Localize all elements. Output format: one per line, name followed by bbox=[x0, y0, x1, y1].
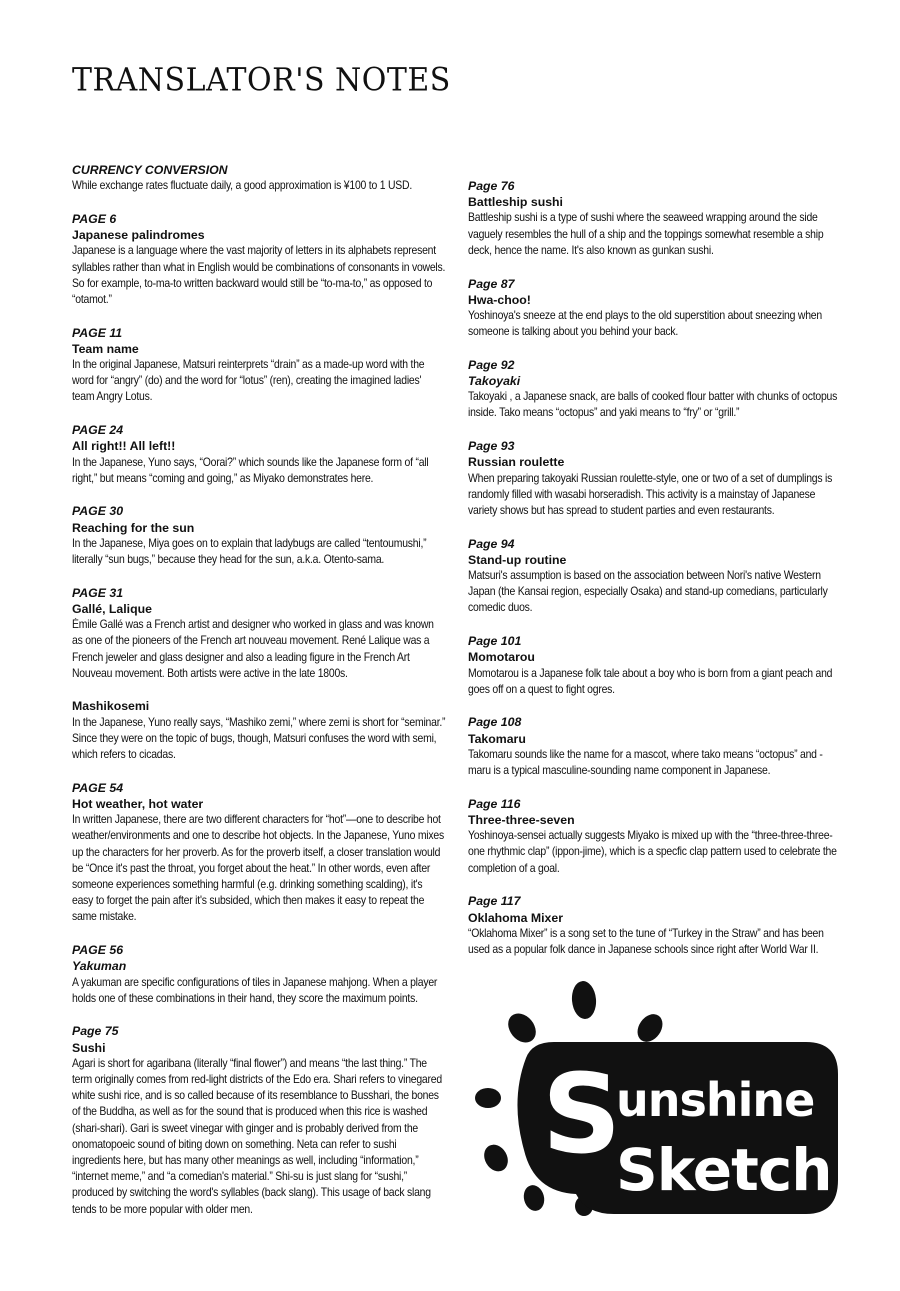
note-body: A yakuman are specific configurations of tiles in Japanese mahjong. When a player holds one of these combinations in their hand, they score the maximum points. bbox=[72, 975, 438, 1005]
note-heading: Hot weather, hot water bbox=[72, 797, 204, 811]
logo-line1: unshine bbox=[616, 1073, 815, 1127]
note-body: In written Japanese, there are two different characters for “hot”—one to describe hot weather/environments and one to describe hot objects. In the Japanese, Yuno mixes up the characters for her proverb. As for the proverb itself, a closer translation would be “Once it's past the throat, you forget about the heat.” In other words, even after someone experiences something harmful (e.g. drinking something scalding), it's easy to forget the pain after it's subsided, which then makes it easy to repeat the same mistake. bbox=[72, 813, 444, 924]
left-note bbox=[72, 942, 446, 1007]
note-heading: Mashikosemi bbox=[72, 699, 150, 714]
note-heading: Takoyaki bbox=[468, 374, 521, 389]
note-body: Takomaru sounds like the name for a mascot, where tako means “octopus” and -maru is a typical masculine-sounding name component in Japanese. bbox=[468, 747, 823, 778]
logo-line2: Sketch bbox=[616, 1136, 832, 1204]
page-reference: Page 94 bbox=[468, 536, 515, 551]
right-note bbox=[468, 178, 840, 259]
note-heading: Team name bbox=[72, 341, 139, 356]
page-reference: Page 87 bbox=[468, 276, 515, 291]
right-note bbox=[468, 714, 840, 779]
note-body: Yoshinoya's sneeze at the end plays to the old superstition about sneezing when someone is talking about you behind your back. bbox=[468, 308, 822, 339]
note-body: Yoshinoya-sensei actually suggests Miyako is mixed up with the “three-three-three-one rhythmic clap” (ippon-jime), which is a specfic clap pattern used to celebrate the completion of a goal. bbox=[468, 829, 837, 875]
sunshine-sketch-logo bbox=[466, 980, 846, 1216]
page-reference: PAGE 54 bbox=[72, 780, 124, 795]
page-reference: Page 116 bbox=[468, 796, 521, 811]
note-heading: Momotarou bbox=[468, 650, 535, 665]
note-body: Émile Gallé was a French artist and designer who worked in glass and was known as one of the pioneers of the French art nouveau movement. René Lalique was a French jeweler and glass designer and also a leading figure in the French Art Nouveau movement. Both artists were active in the late 1800s. bbox=[72, 618, 434, 680]
page-reference: PAGE 31 bbox=[72, 585, 124, 600]
page-reference: PAGE 6 bbox=[72, 211, 117, 226]
note-heading: Yakuman bbox=[72, 959, 127, 974]
note-body: In the Japanese, Yuno really says, “Mashiko zemi,” where zemi is short for “seminar.” Since they were on the topic of bugs, though, Matsuri confuses the word with semi, which refers to cicadas. bbox=[72, 715, 446, 762]
note-heading: All right!! All left!! bbox=[72, 439, 176, 454]
note-body: Matsuri's assumption is based on the association between Nori's native Western Japan (the Kansai region, especially Osaka) and stand-up comedians, particularly comedic duos. bbox=[468, 569, 828, 615]
page-reference: Page 76 bbox=[468, 179, 515, 193]
right-note bbox=[468, 536, 840, 617]
right-note bbox=[468, 893, 840, 958]
note-body: Momotarou is a Japanese folk tale about a boy who is born from a giant peach and goes off on a quest to fight ogres. bbox=[468, 666, 833, 696]
note-body: Agari is short for agaribana (literally “final flower”) and means “the last thing.” The term originally comes from red-light districts of the Edo era. Shari refers to vinegared white sushi rice, and is so called because of its resemblance to Busshari, the bones of the Buddha, as well as for the sound that is produced when this rice is washed (shari-shari). Gari is sweet vinegar with ginger and is probably derived from the onomatopoeic sound of biting down on something. Neta can refer to sushi ingredients here, but has many other meanings as well, including “information,” “internet meme,” and “a comedian's material.” Shi-su is just slang for “sushi,” produced by switching the word's syllables (back slang). This usage of back slang tends to be more popular with older men. bbox=[72, 1056, 442, 1216]
note-body: When preparing takoyaki Russian roulette-style, one or two of a set of dumplings is randomly filled with wasabi horseradish. This activity is a mainstay of Japanese variety shows but has spread to student parties and even restaurants. bbox=[468, 471, 833, 517]
page-reference: Page 92 bbox=[468, 357, 515, 372]
logo-initial: S bbox=[542, 1050, 622, 1178]
note-heading: Takomaru bbox=[468, 731, 526, 746]
note-body: While exchange rates fluctuate daily, a good approximation is ¥100 to 1 USD. bbox=[72, 179, 413, 193]
note-heading: Three-three-seven bbox=[468, 813, 575, 827]
note-body: Japanese is a language where the vast majority of letters in its alphabets represent syllables rather than what in English would be combinations of consonants in vowels. So for example, to-ma-to written backward would still be “to-ma-to,” as opposed to “otamot.” bbox=[72, 244, 446, 306]
right-note bbox=[468, 438, 840, 519]
left-note bbox=[72, 503, 446, 568]
note-heading: Japanese palindromes bbox=[72, 228, 205, 243]
page-reference: PAGE 56 bbox=[72, 943, 124, 958]
notes-column-right bbox=[468, 178, 840, 975]
page-reference: CURRENCY CONVERSION bbox=[72, 163, 228, 177]
page-title: TRANSLATOR'S NOTES bbox=[72, 62, 451, 99]
right-note bbox=[468, 633, 840, 698]
page-reference: PAGE 11 bbox=[72, 325, 123, 340]
left-note bbox=[72, 325, 446, 406]
left-note bbox=[72, 1023, 446, 1217]
note-heading: Hwa-choo! bbox=[468, 292, 531, 307]
page-reference: Page 101 bbox=[468, 634, 522, 649]
page-reference: Page 117 bbox=[468, 894, 521, 909]
left-note bbox=[72, 780, 446, 926]
left-note bbox=[72, 698, 446, 763]
page-reference: PAGE 24 bbox=[72, 423, 124, 438]
note-heading: Sushi bbox=[72, 1040, 106, 1055]
note-heading: Battleship sushi bbox=[468, 195, 563, 210]
note-heading: Gallé, Lalique bbox=[72, 601, 152, 616]
page-reference: Page 93 bbox=[468, 439, 515, 454]
note-heading: Russian roulette bbox=[468, 455, 565, 470]
page-reference: Page 108 bbox=[468, 715, 522, 730]
note-body: In the original Japanese, Matsuri reinterprets “drain” as a made-up word with the word for “angry” (do) and the word for “lotus” (ren), creating the imagined ladies' team Angry Lotus. bbox=[72, 358, 425, 404]
left-note bbox=[72, 211, 446, 308]
right-note bbox=[468, 276, 840, 341]
left-note bbox=[72, 422, 446, 487]
notes-column-left bbox=[72, 162, 446, 1234]
note-body: In the Japanese, Miya goes on to explain that ladybugs are called “tentoumushi,” literally “sun bugs,” because they head for the sun, a.k.a. Otento-sama. bbox=[72, 536, 427, 567]
note-heading: Oklahoma Mixer bbox=[468, 910, 563, 925]
note-heading: Stand-up routine bbox=[468, 552, 567, 567]
note-body: “Oklahoma Mixer” is a song set to the tune of “Turkey in the Straw” and has been used as a popular folk dance in Japanese schools since right after World War II. bbox=[468, 926, 824, 956]
right-note bbox=[468, 796, 840, 877]
left-note bbox=[72, 162, 446, 194]
note-body: In the Japanese, Yuno says, “Oorai?” which sounds like the Japanese form of “all right,” but means “coming and going,” as Miyako demonstrates here. bbox=[72, 455, 429, 485]
note-heading: Reaching for the sun bbox=[72, 520, 195, 535]
left-note bbox=[72, 585, 446, 682]
page-reference: Page 75 bbox=[72, 1024, 119, 1039]
note-body: Takoyaki , a Japanese snack, are balls of cooked flour batter with chunks of octopus inside. Tako means “octopus” and yaki means to “fry” or “grill.” bbox=[468, 390, 838, 420]
right-note bbox=[468, 357, 840, 422]
note-body: Battleship sushi is a type of sushi where the seaweed wrapping around the side vaguely resembles the hull of a ship and the toppings somewhat resemble a ship deck, hence the name. It's also known as gunkan sushi. bbox=[468, 211, 824, 257]
page-reference: PAGE 30 bbox=[72, 504, 124, 519]
